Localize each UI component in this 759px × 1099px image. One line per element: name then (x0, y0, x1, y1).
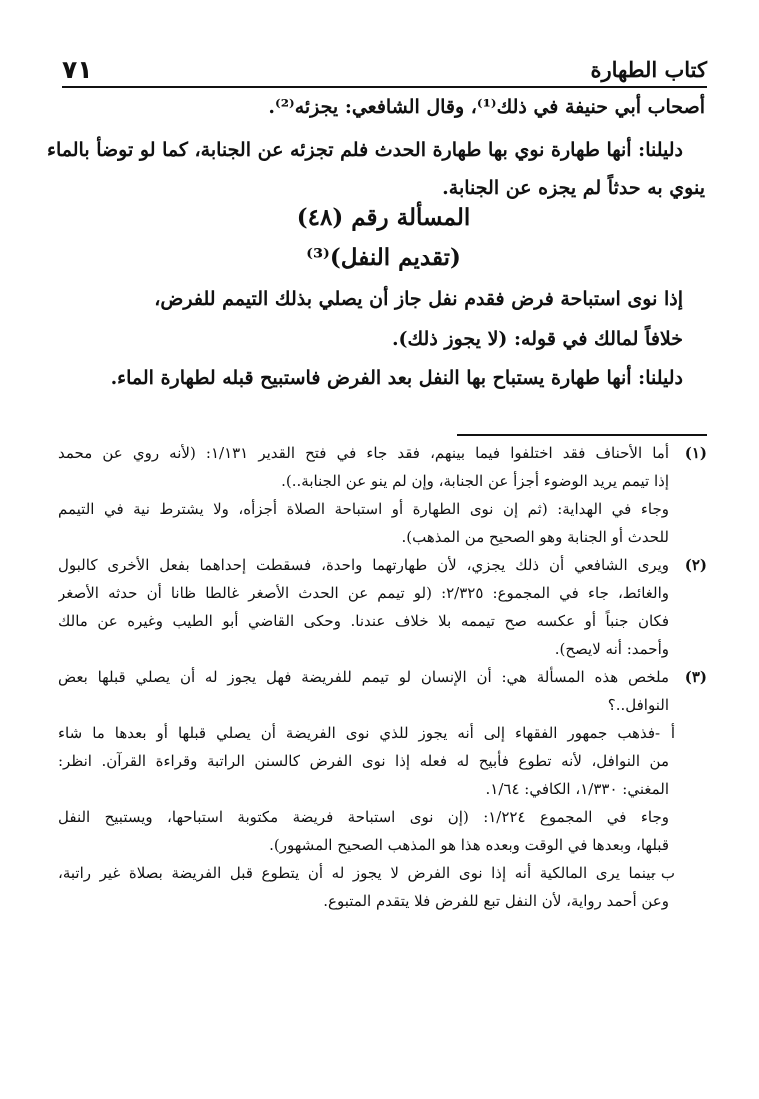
footnote-3-a-label: أ - (655, 724, 675, 742)
footnote-3-b-label: ب - (651, 864, 675, 882)
footnote-1-number: (١) (684, 444, 707, 462)
footnote-3-a-line-1: أ - فذهب جمهور الفقهاء إلى أنه يجوز للذي نوى الفريضة أن يصلي قبلها أو بعدها ما شاء (58, 719, 707, 747)
body-line-4: إذا نوى استباحة فرض فقدم نفل جاز أن يصلي بذلك التيمم للفرض، (154, 288, 683, 310)
body-line-3: ينوي به حدثاً لم يجزه عن الجنابة. (442, 177, 705, 199)
footnotes (58, 439, 707, 915)
issue-heading: المسألة رقم (٤٨) (296, 204, 471, 231)
body-line-6: دليلنا: أنها طهارة يستباح بها النفل بعد الفرض فاستبيح قبله لطهارة الماء. (110, 367, 683, 389)
footnote-3-b-line-1: ب - بينما يرى المالكية أنه إذا نوى الفرض لا يجوز له أن يتطوع قبل الفريضة بصلاة غير راتبة، (58, 859, 707, 887)
footnote-3-number: (٣) (684, 668, 707, 686)
footnote-2-number: (٢) (684, 556, 707, 574)
footnote-2-line-1: (٢) ويرى الشافعي أن ذلك يجزي، لأن طهارتهما واحدة، فسقطت إحداهما بفعل الأخرى كالبول (58, 551, 707, 579)
footnote-1-line-2: إذا تيمم يريد الوضوء أجزأ عن الجنابة، وإن لم ينو عن الجنابة..). (281, 472, 669, 490)
body-line-5: خلافاً لمالك في قوله: (لا يجوز ذلك). (391, 328, 683, 350)
footnote-3-line-1: (٣) ملخص هذه المسألة هي: أن الإنسان لو تيمم للفريضة فهل يجوز له أن يصلي قبلها بعض (58, 663, 707, 691)
footnote-3-line-2: النوافل..؟ (607, 696, 669, 714)
footnote-3-a-line-2: من النوافل، لأنه تطوع فأبيح له فعله إذا نوى الفرض كالسنن الراتبة وقراءة القرآن. انظر: (58, 752, 669, 770)
footnote-3-a-line-5: قبلها، وبعدها في الوقت وبعده هذا هو المذهب الصحيح المشهور). (269, 836, 669, 854)
issue-subheading: (تقديم النفل)⁽³⁾ (306, 244, 461, 271)
footnote-2-line-4: وأحمد: أنه لايصح). (554, 640, 669, 658)
footnote-2-line-2: والغائط، جاء في المجموع: ٢/٣٢٥: (لو تيمم عن الحدث الأصغر غالطا ظانا أن حدثه الأصغر (58, 584, 669, 602)
footnote-3-b-line-2: وعن أحمد رواية، لأن النفل تبع للفرض فلا يتقدم المتبوع. (323, 892, 669, 910)
running-title: كتاب الطهارة (590, 57, 707, 82)
page-header (62, 48, 707, 88)
footnote-3-a-line-3: المغني: ١/٣٣٠، الكافي: ١/٦٤. (485, 780, 669, 798)
footnote-2-line-3: فكان جنباً أو عكسه صح تيممه بلا خلاف عندنا. وحكى القاضي أبو الطيب وغيره عن مالك (58, 612, 669, 630)
body-line-2: دليلنا: أنها طهارة نوي بها طهارة الحدث فلم تجزئه عن الجنابة، كما لو توضأ بالماء (47, 139, 683, 161)
body-line-1: أصحاب أبي حنيفة في ذلك⁽¹⁾، وقال الشافعي: يجزئه⁽²⁾. (268, 96, 705, 118)
footnote-1-line-4: للحدث أو الجنابة وهو الصحيح من المذهب). (401, 528, 669, 546)
page-number: ٧١ (62, 55, 93, 84)
footnote-1-line-1: (١) أما الأحناف فقد اختلفوا فيما بينهم، فقد جاء في فتح القدير ١/١٣١: (لأنه روي عن محمد (58, 439, 707, 467)
footnote-3-a-line-4: وجاء في المجموع ١/٢٢٤: (إن نوى استباحة فريضة مكتوبة استباحها، ويستبيح النفل (58, 808, 669, 826)
footnote-1-line-3: وجاء في الهداية: (ثم إن نوى الطهارة أو استباحة الصلاة أجزأه، ولا يشترط نية في التيمم (58, 500, 669, 518)
footnote-separator (457, 434, 707, 436)
